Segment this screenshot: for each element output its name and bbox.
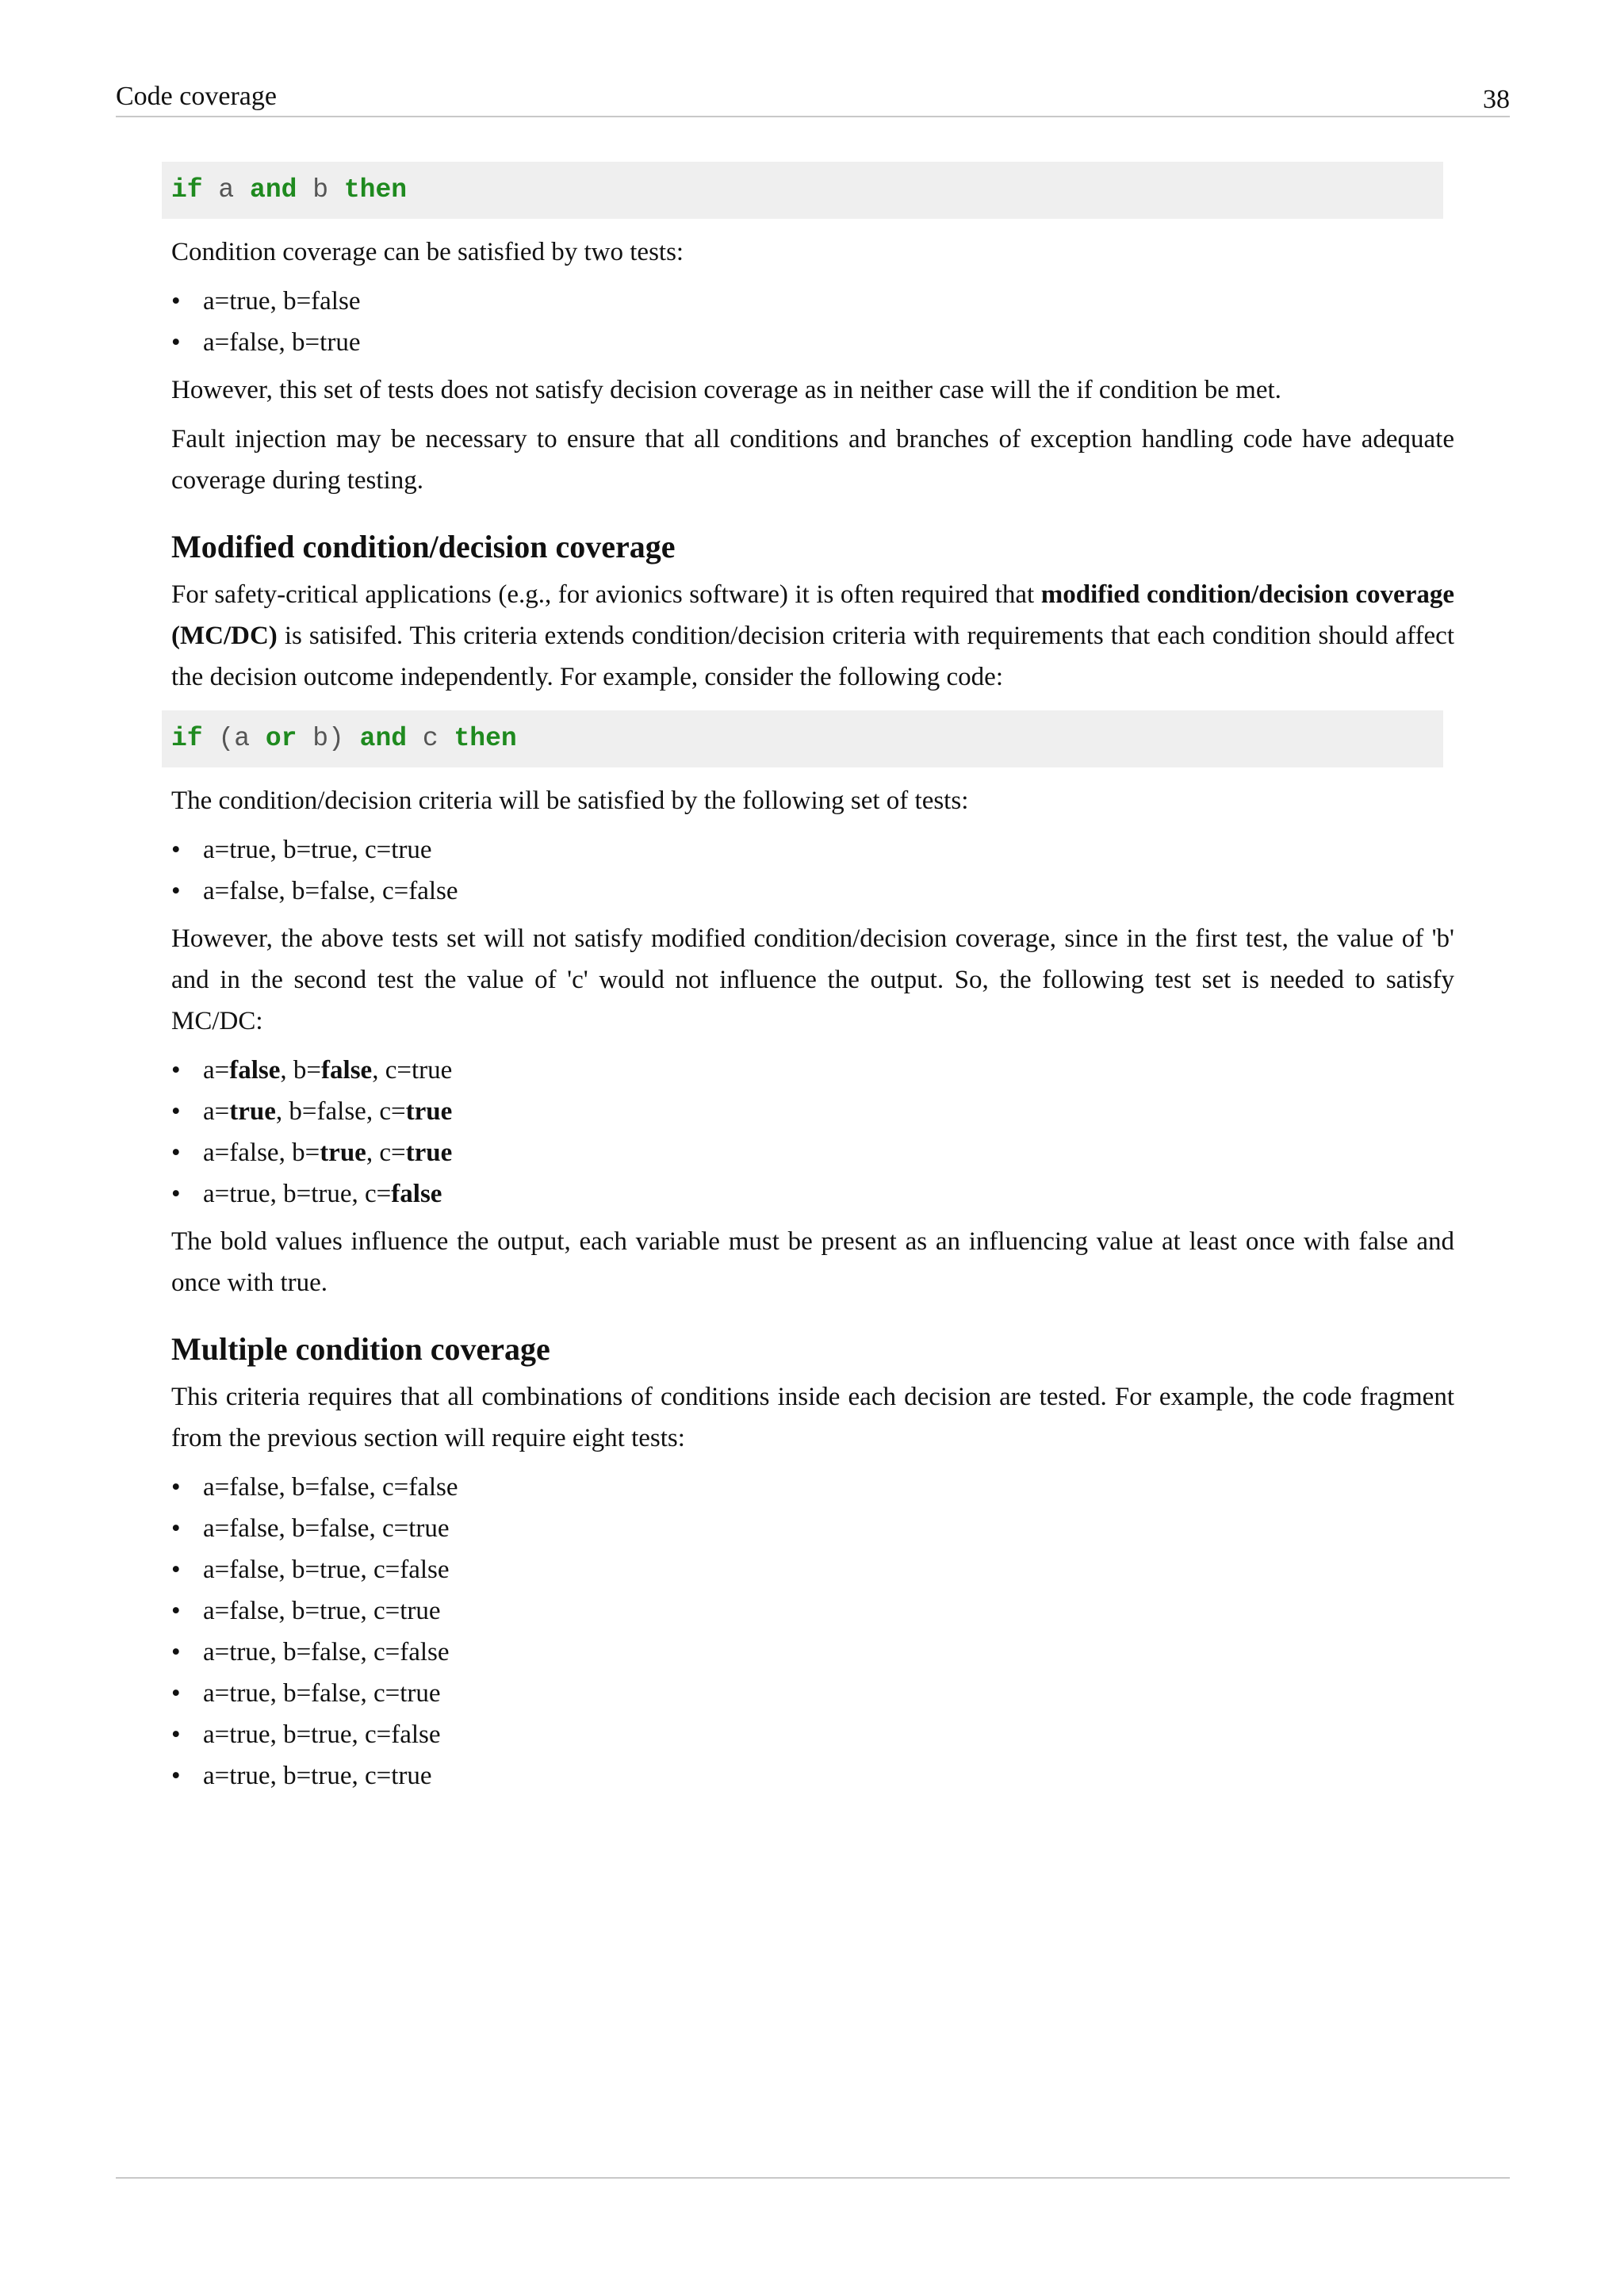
code-block-condition [162, 162, 1443, 219]
list-item-text: a=false, b=false, c=true [203, 1514, 450, 1543]
list-item-text: a=true, b=true, c=true [203, 1762, 432, 1790]
page-content [171, 162, 1454, 1797]
list-item-text: a=true, b=false [203, 287, 361, 316]
fault-injection-paragraph: Fault injection may be necessary to ensure that all conditions and branches of exception handling code have adequate coverage during testing. [171, 425, 1454, 495]
bullet: • [171, 287, 181, 316]
list-item [171, 1714, 1454, 1755]
section-heading-mcc: Multiple condition coverage [171, 1331, 550, 1367]
mcdc-intro-paragraph [171, 574, 1454, 698]
list-item-text: a=false, b=false, c=false [203, 1473, 458, 1502]
code-keyword: then [343, 175, 408, 205]
bold-value: true [405, 1138, 453, 1167]
text-run: , b= [278, 1138, 320, 1167]
code-keyword: then [454, 724, 517, 753]
list-item [171, 1632, 1454, 1673]
text-run: a= [203, 1097, 230, 1126]
text-run: true [411, 1056, 453, 1085]
cc-note-paragraph: However, this set of tests does not satisfy decision coverage as in neither case will the if condition be met. [171, 376, 1281, 404]
bold-term: modified condition/decision coverage (MC/DC) [171, 580, 1454, 650]
bullet: • [171, 1514, 181, 1543]
list-item [171, 1050, 1454, 1091]
bold-value: false [391, 1180, 442, 1208]
text-run: , c= [351, 1180, 392, 1208]
list-item [171, 829, 1454, 871]
text-run: true [229, 1180, 270, 1208]
bullet: • [171, 1180, 181, 1208]
running-title: Code coverage [116, 82, 277, 111]
bullet: • [171, 1762, 181, 1790]
list-item-text: a=true, b=false, c=false [203, 1638, 450, 1667]
list-item [171, 1590, 1454, 1632]
bold-value: true [229, 1097, 276, 1126]
code-keyword: if [171, 724, 203, 753]
text-run: For safety-critical applications (e.g., for avionics software) it is often required that [171, 580, 1041, 609]
list-item [171, 281, 1454, 322]
list-item-text: a=true, b=false, c=true [203, 1679, 441, 1708]
list-item [171, 1755, 1454, 1797]
cd-note-paragraph: However, the above tests set will not satisfy modified condition/decision coverage, since in the first test, the value of 'b' and in the second test the value of 'c' would not influence the output. So, the following test set is needed to satisfy MC/DC: [171, 924, 1454, 1035]
mcc-test-list [171, 1467, 1454, 1797]
bullet: • [171, 1056, 181, 1085]
text-run: , c= [366, 1138, 406, 1167]
bullet: • [171, 1720, 181, 1749]
text-run: a= [203, 1056, 230, 1085]
bullet: • [171, 836, 181, 864]
bullet: • [171, 1679, 181, 1708]
bold-value: true [405, 1097, 453, 1126]
text-run: is satisifed. This criteria extends condition/decision criteria with requirements that each condition should affect the decision outcome independently. For example, consider the following code: [171, 622, 1454, 691]
bullet: • [171, 1138, 181, 1167]
cd-test-list [171, 829, 1454, 912]
mcdc-test-list [171, 1050, 1454, 1215]
code-text: b [297, 175, 344, 205]
list-item-text: a=false, b=true, c=false [203, 1556, 450, 1584]
page-header [116, 79, 1510, 117]
text-run: false [229, 1138, 279, 1167]
list-item-text: a=true, b=true, c=false [203, 1720, 441, 1749]
text-run: true [311, 1180, 352, 1208]
text-run: , b= [270, 1180, 312, 1208]
code-keyword: if [171, 175, 203, 205]
bullet: • [171, 1638, 181, 1667]
bullet: • [171, 1597, 181, 1625]
cc-intro-paragraph: Condition coverage can be satisfied by two tests: [171, 238, 684, 266]
cc-test-list [171, 281, 1454, 363]
list-item-text: a=false, b=true [203, 328, 361, 357]
bullet: • [171, 877, 181, 905]
text-run: a= [203, 1180, 230, 1208]
bullet: • [171, 328, 181, 357]
list-item [171, 322, 1454, 363]
text-run: false [316, 1097, 366, 1126]
list-item [171, 1091, 1454, 1132]
text-run: , b= [280, 1056, 322, 1085]
bold-value: false [229, 1056, 281, 1085]
text-run: , c= [366, 1097, 406, 1126]
code-text: c [407, 724, 454, 753]
text-run: , c= [372, 1056, 412, 1085]
list-item [171, 871, 1454, 912]
text-run: a= [203, 1138, 230, 1167]
code-keyword: or [265, 724, 297, 753]
list-item-text: a=false, b=false, c=false [203, 877, 458, 905]
list-item-text: a=true, b=true, c=true [203, 836, 432, 864]
bullet: • [171, 1473, 181, 1502]
list-item [171, 1467, 1454, 1508]
mcc-intro-paragraph: This criteria requires that all combinations of conditions inside each decision are tested. For example, the code fragment from the previous section will require eight tests: [171, 1383, 1454, 1452]
bold-values-paragraph: The bold values influence the output, each variable must be present as an influencing value at least once with false and once with true. [171, 1227, 1454, 1297]
code-keyword: and [359, 724, 408, 753]
list-item [171, 1508, 1454, 1549]
bold-value: true [320, 1138, 366, 1167]
list-item [171, 1132, 1454, 1173]
list-item-text: a=false, b=true, c=true [203, 1597, 441, 1625]
footer-rule [116, 2177, 1510, 2179]
code-keyword: and [250, 175, 297, 205]
bullet: • [171, 1556, 181, 1584]
code-text: (a [202, 724, 266, 753]
bullet: • [171, 1097, 181, 1126]
code-text: a [202, 175, 251, 205]
section-heading-mcdc: Modified condition/decision coverage [171, 529, 676, 564]
list-item [171, 1549, 1454, 1590]
list-item [171, 1173, 1454, 1215]
code-block-mcdc [162, 710, 1443, 767]
text-run: , b= [275, 1097, 317, 1126]
page-number: 38 [1483, 85, 1510, 114]
list-item [171, 1673, 1454, 1714]
bold-value: false [321, 1056, 373, 1085]
cd-intro-paragraph: The condition/decision criteria will be satisfied by the following set of tests: [171, 786, 969, 815]
code-text: b) [297, 724, 360, 753]
